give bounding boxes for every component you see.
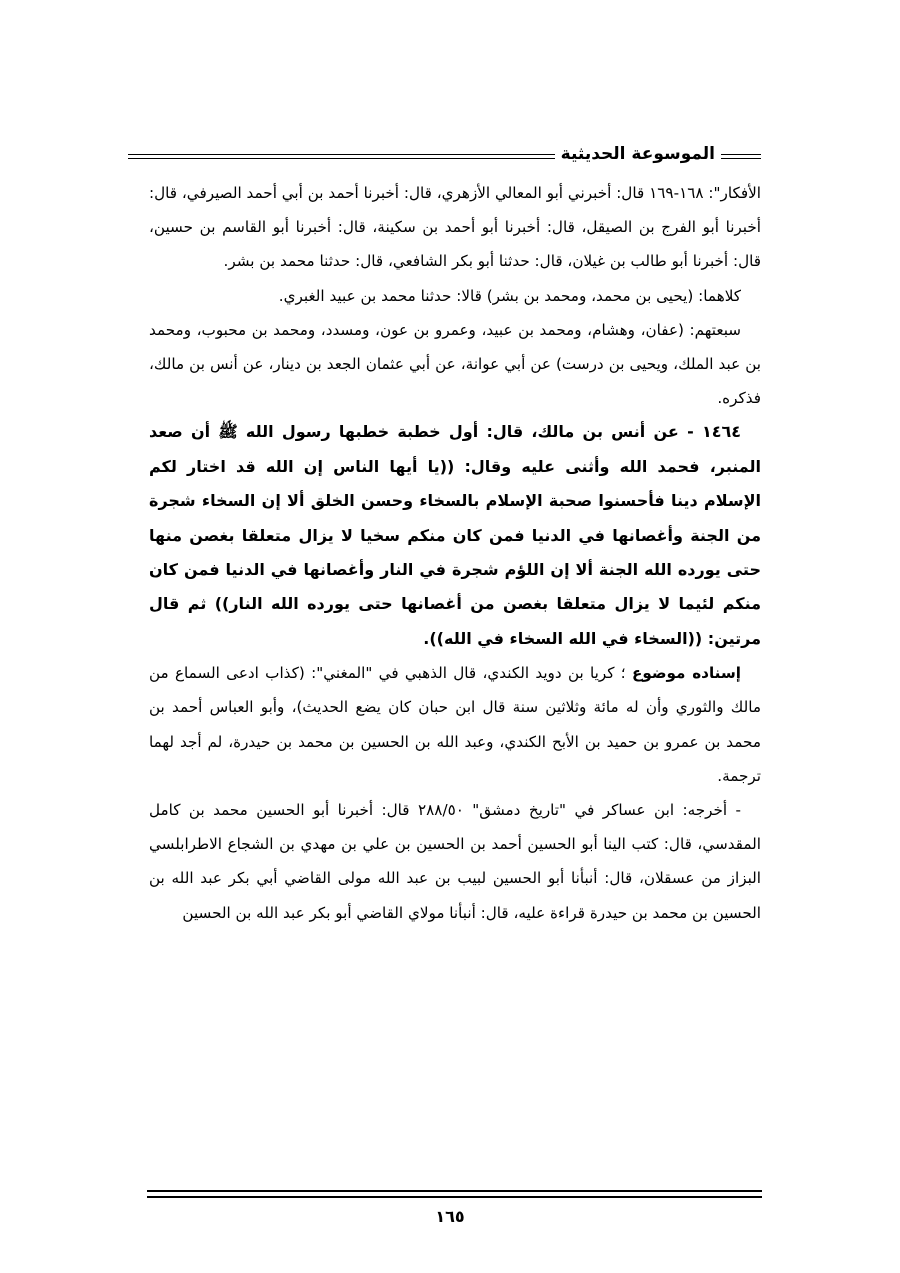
footer-rule bbox=[147, 1190, 762, 1198]
running-title: الموسوعة الحديثية bbox=[555, 141, 721, 167]
page-body bbox=[149, 176, 761, 930]
grading-label: إسناده موضوع bbox=[631, 664, 742, 683]
page-number: ١٦٥ bbox=[435, 1207, 465, 1226]
hadith-paragraph: ١٤٦٤ - عن أنس بن مالك، قال: أول خطبة خطبها رسول الله ﷺ أن صعد المنبر، فحمد الله وأثنى عليه وقال: ((يا أيها الناس إن الله قد اختار لكم الإسلام دينا فأحسنوا صحبة الإسلام بالسخاء وحسن الخلق ألا إن السخاء شجرة من الجنة وأغصانها في الدنيا فمن كان منكم سخيا لا يزال متعلقا بغصن منها حتى يورده الله الجنة ألا إن اللؤم شجرة في النار وأغصانها في الدنيا فمن كان منكم لئيما لا يزال متعلقا بغصن من أغصانها حتى يورده الله النار)) ثم قال مرتين: ((السخاء في الله السخاء في الله)). bbox=[149, 422, 761, 648]
paragraph bbox=[149, 656, 761, 793]
page-header bbox=[128, 141, 761, 171]
paragraph: كلاهما: (يحيى بن محمد، ومحمد بن بشر) قالا: حدثنا محمد بن عبيد الغبري. bbox=[278, 286, 741, 305]
paragraph-text: ؛ كريا بن دويد الكندي، قال الذهبي في "المغني": (كذاب ادعى السماع من مالك والثوري وأن له مائة وثلاثين سنة قال ابن حبان كان يضع الحديث)، وأبو العباس أحمد بن محمد بن عمرو بن حميد بن الأبح الكندي، وعبد الله بن الحسين بن محمد بن حيدرة، لم أجد لهما ترجمة. bbox=[149, 664, 761, 785]
paragraph: الأفكار": ١٦٨-١٦٩ قال: أخبرني أبو المعالي الأزهري، قال: أخبرنا أحمد بن أبي أحمد الصيرفي، قال: أخبرنا أبو الفرج بن الصيقل، قال: أخبرنا أبو أحمد بن سكينة، قال: أخبرنا أبو القاسم بن حسين، قال: أخبرنا أبو طالب بن غيلان، قال: حدثنا أبو بكر الشافعي، قال: حدثنا محمد بن بشر. bbox=[149, 184, 761, 271]
paragraph: - أخرجه: ابن عساكر في "تاريخ دمشق" ٢٨٨/٥٠ قال: أخبرنا أبو الحسين محمد بن كامل المقدسي، قال: كتب الينا أبو الحسين أحمد بن الحسين بن علي بن مهدي بن الشجاع الاطرابلسي البزاز من عسقلان، قال: أنبأنا أبو الحسين لبيب بن عبد الله مولى القاضي أبي بكر عبد الله بن الحسين بن محمد بن حيدرة قراءة عليه، قال: أنبأنا مولاي القاضي أبو بكر عبد الله بن الحسين bbox=[149, 801, 761, 922]
paragraph: سبعتهم: (عفان، وهشام، ومحمد بن عبيد، وعمرو بن عون، ومسدد، ومحمد بن محبوب، ومحمد بن عبد الملك، ويحيى بن درست) عن أبي عوانة، عن أبي عثمان الجعد بن دينار، عن أنس بن مالك، فذكره. bbox=[149, 320, 761, 408]
